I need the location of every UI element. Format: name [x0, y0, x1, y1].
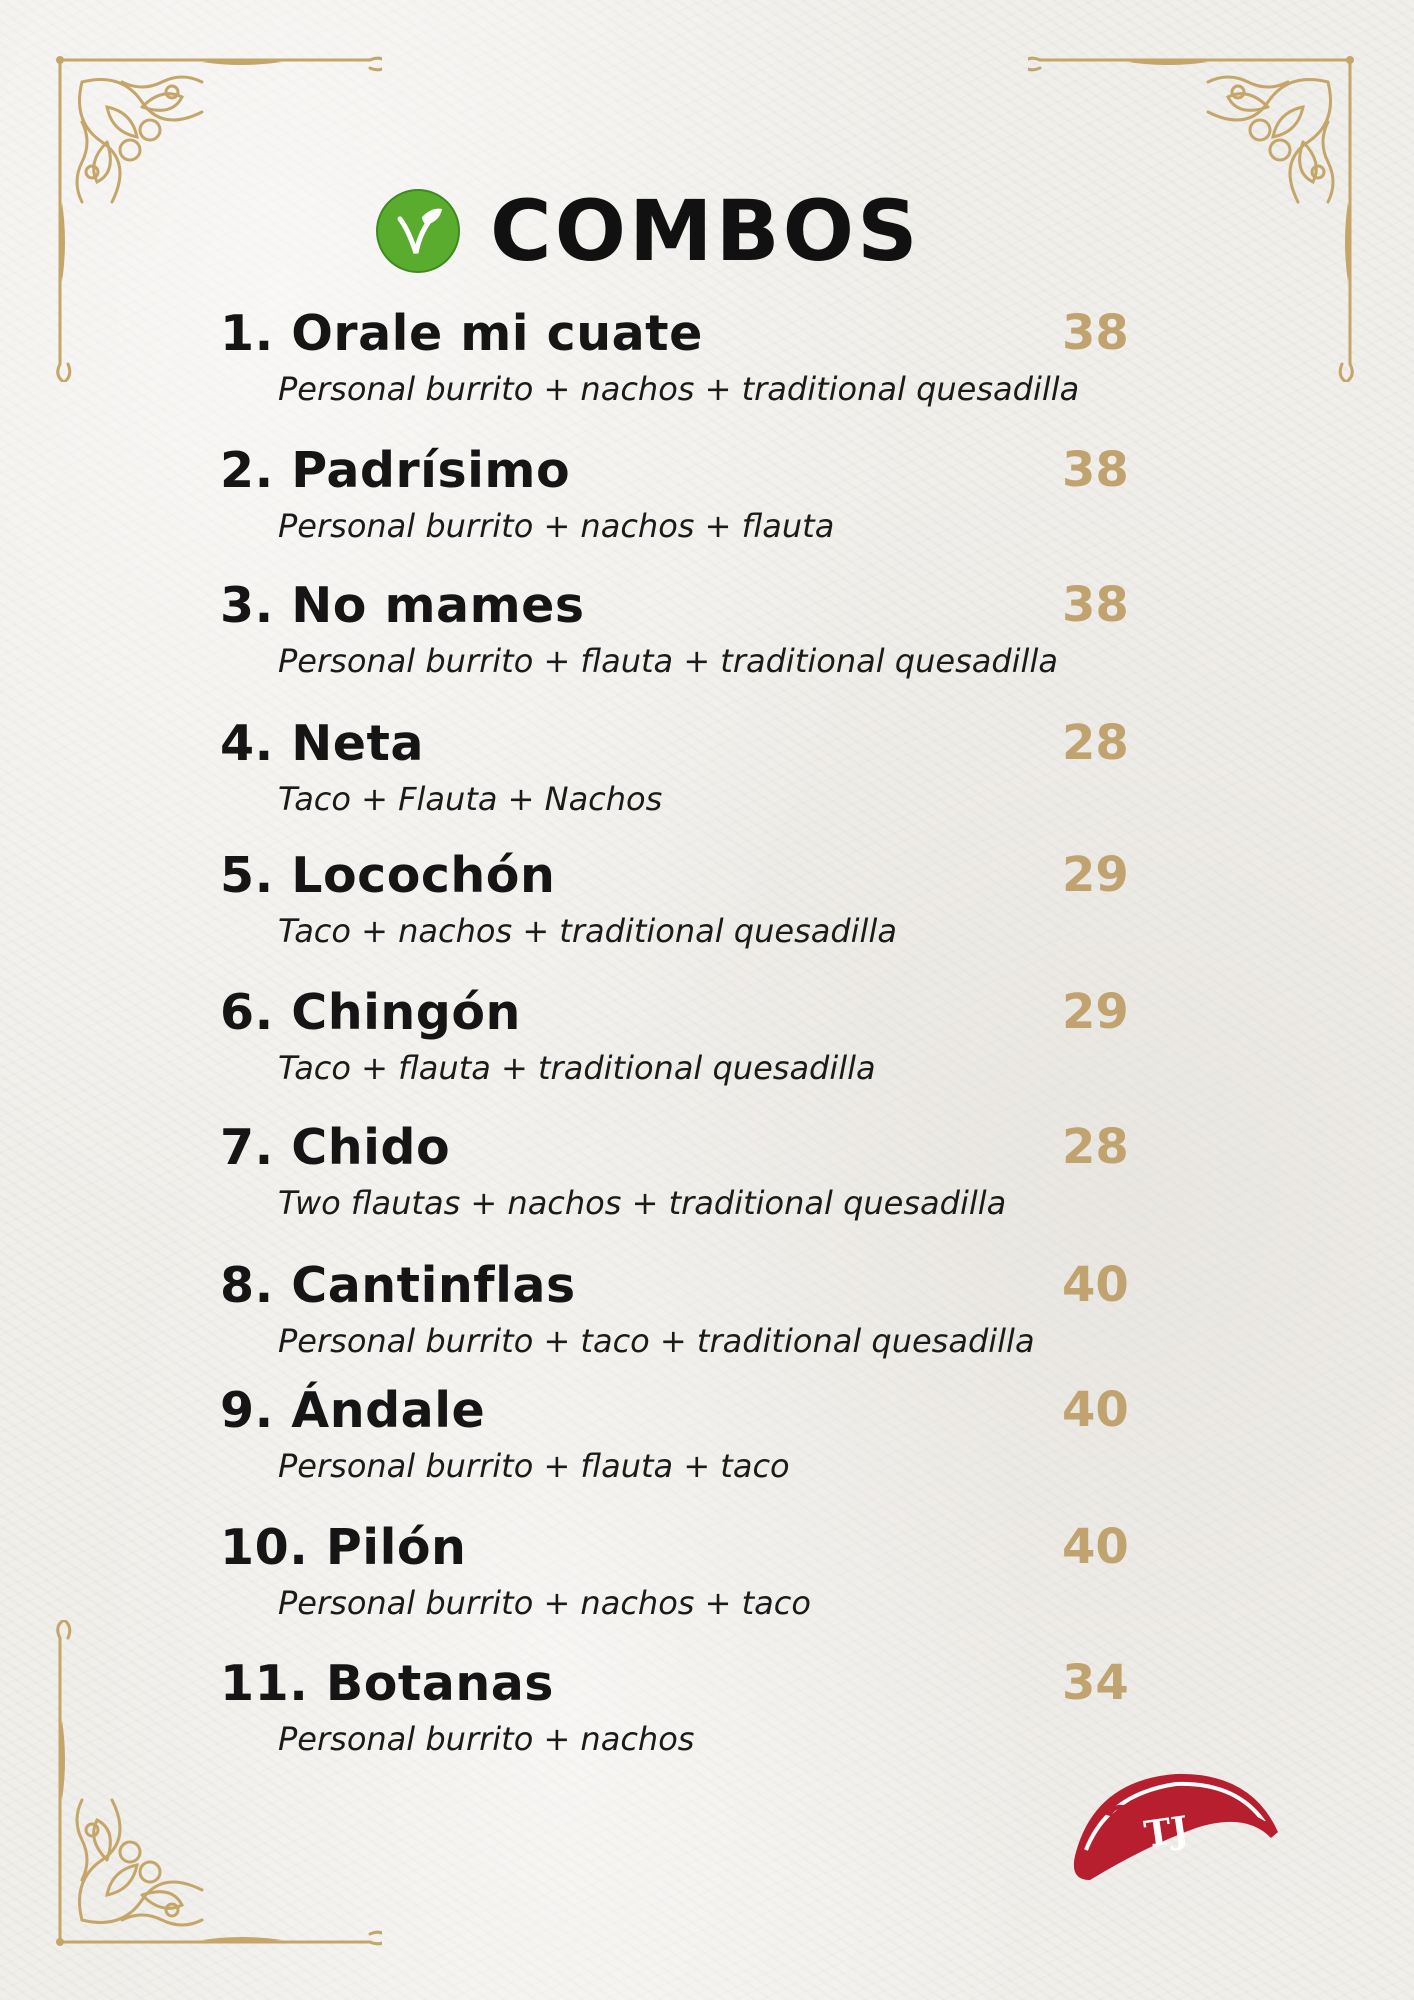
- item-name: 3. No mames: [220, 577, 585, 634]
- menu-item: [0, 1383, 1414, 1493]
- item-price: 40: [1062, 1382, 1129, 1438]
- item-description: Taco + nachos + traditional quesadilla: [278, 912, 897, 950]
- title-row: [376, 182, 921, 280]
- item-description: Personal burrito + flauta + traditional quesadilla: [278, 642, 1058, 680]
- item-name: 5. Locochón: [220, 847, 556, 904]
- item-price: 28: [1062, 715, 1129, 771]
- item-description: Personal burrito + nachos + flauta: [278, 507, 835, 545]
- menu-item: [0, 306, 1414, 416]
- item-price: 40: [1062, 1519, 1129, 1575]
- menu-item: [0, 716, 1414, 826]
- menu-item: [0, 985, 1414, 1095]
- page-title: COMBOS: [490, 182, 921, 280]
- menu-item: [0, 1258, 1414, 1368]
- menu-item: [0, 1120, 1414, 1230]
- item-description: Personal burrito + nachos: [278, 1720, 695, 1758]
- item-description: Two flautas + nachos + traditional quesadilla: [278, 1184, 1007, 1222]
- item-price: 38: [1062, 577, 1129, 633]
- item-name: 9. Ándale: [220, 1382, 486, 1439]
- menu-item: [0, 1520, 1414, 1630]
- item-price: 34: [1062, 1655, 1129, 1711]
- item-description: Taco + Flauta + Nachos: [278, 780, 663, 818]
- item-description: Personal burrito + nachos + taco: [278, 1584, 811, 1622]
- logo-text: TJ: [1141, 1808, 1191, 1856]
- item-name: 2. Padrísimo: [220, 442, 571, 499]
- vegetarian-leaf-icon: [376, 189, 460, 273]
- item-price: 29: [1062, 847, 1129, 903]
- item-name: 11. Botanas: [220, 1655, 554, 1712]
- menu-item: [0, 1656, 1414, 1766]
- item-name: 4. Neta: [220, 715, 424, 772]
- item-name: 7. Chido: [220, 1119, 451, 1176]
- item-price: 28: [1062, 1119, 1129, 1175]
- menu-item: [0, 578, 1414, 688]
- item-description: Personal burrito + taco + traditional quesadilla: [278, 1322, 1035, 1360]
- item-name: 6. Chingón: [220, 984, 521, 1041]
- menu-item: [0, 443, 1414, 553]
- menu-item: [0, 848, 1414, 958]
- item-description: Personal burrito + flauta + taco: [278, 1447, 790, 1485]
- item-name: 8. Cantinflas: [220, 1257, 576, 1314]
- item-name: 10. Pilón: [220, 1519, 467, 1576]
- item-price: 38: [1062, 305, 1129, 361]
- item-price: 38: [1062, 442, 1129, 498]
- item-price: 29: [1062, 984, 1129, 1040]
- item-price: 40: [1062, 1257, 1129, 1313]
- item-description: Personal burrito + nachos + traditional quesadilla: [278, 370, 1080, 408]
- item-description: Taco + flauta + traditional quesadilla: [278, 1049, 876, 1087]
- item-name: 1. Orale mi cuate: [220, 305, 703, 362]
- taco-logo-icon: [1056, 1762, 1286, 1892]
